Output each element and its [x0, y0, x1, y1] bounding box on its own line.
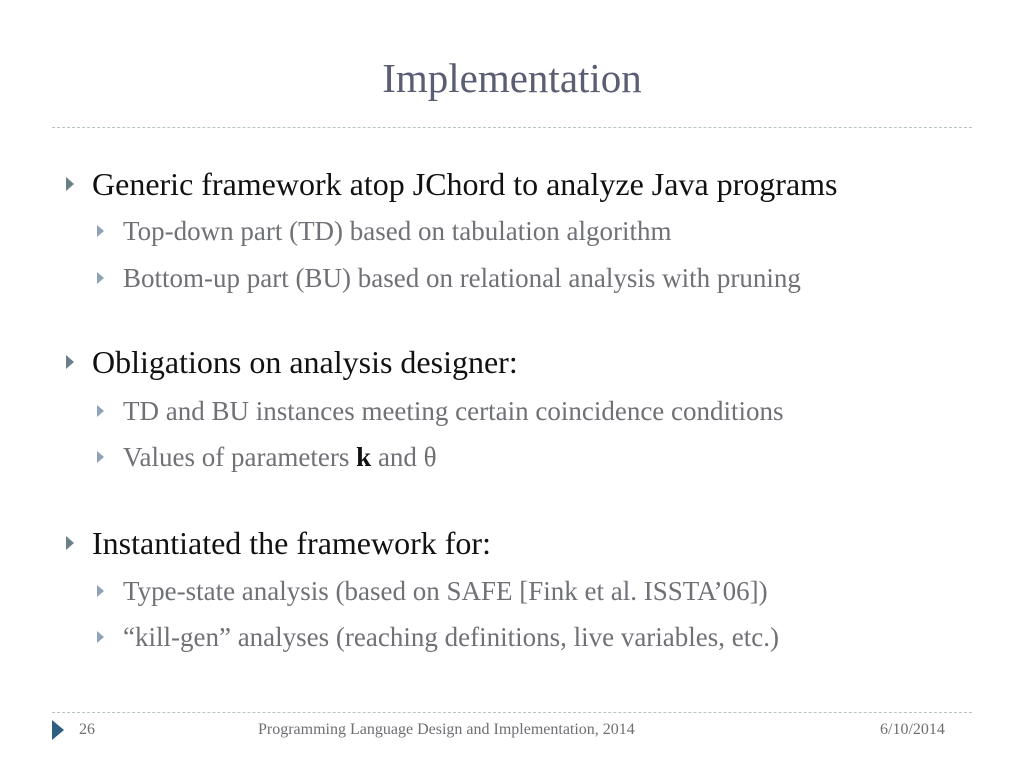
footer-divider — [52, 712, 972, 713]
bullet-2-sub-2-prefix: Values of parameters — [123, 442, 357, 472]
footer-center-text: Programming Language Design and Implementation, 2014 — [258, 721, 635, 738]
bullet-1-sub-2-text: Bottom-up part (BU) based on relational analysis with pruning — [123, 263, 801, 293]
bullet-3-sub-2 — [123, 620, 779, 654]
bullet-3-sub-2-text: “kill-gen” analyses (reaching definitions, live variables, etc.) — [123, 622, 779, 652]
bullet-3-sub-1-text: Type-state analysis (based on SAFE [Fink et al. ISSTA’06]) — [123, 576, 768, 606]
bullet-2-text: Obligations on analysis designer: — [92, 344, 518, 380]
bullet-2-sub-1-text: TD and BU instances meeting certain coincidence conditions — [123, 396, 784, 426]
footer-date: 6/10/2014 — [880, 721, 945, 738]
bullet-2-sub-2 — [123, 440, 437, 474]
bullet-arrow-icon — [66, 536, 74, 550]
sub-bullet-arrow-icon — [97, 631, 104, 643]
bullet-3-sub-1 — [123, 574, 768, 608]
sub-bullet-arrow-icon — [97, 225, 104, 237]
bullet-3 — [92, 523, 491, 563]
parameter-k: k — [356, 442, 372, 472]
bullet-1-sub-1 — [123, 214, 671, 248]
bullet-1 — [92, 164, 838, 204]
bullet-1-text: Generic framework atop JChord to analyze Java programs — [92, 166, 838, 202]
bullet-1-sub-2 — [123, 261, 801, 295]
page-number: 26 — [79, 721, 95, 738]
bullet-1-sub-1-text: Top-down part (TD) based on tabulation algorithm — [123, 216, 672, 246]
bullet-arrow-icon — [66, 177, 74, 191]
sub-bullet-arrow-icon — [97, 451, 104, 463]
slide-title: Implementation — [382, 55, 642, 101]
bullet-2 — [92, 342, 518, 382]
sub-bullet-arrow-icon — [97, 272, 104, 284]
sub-bullet-arrow-icon — [97, 585, 104, 597]
bullet-arrow-icon — [66, 355, 74, 369]
title-divider — [52, 127, 972, 128]
bullet-2-sub-1 — [123, 394, 784, 428]
bullet-3-text: Instantiated the framework for: — [92, 525, 491, 561]
bullet-2-sub-2-suffix: and θ — [371, 442, 437, 472]
footer-arrow-icon — [52, 720, 64, 740]
sub-bullet-arrow-icon — [97, 405, 104, 417]
